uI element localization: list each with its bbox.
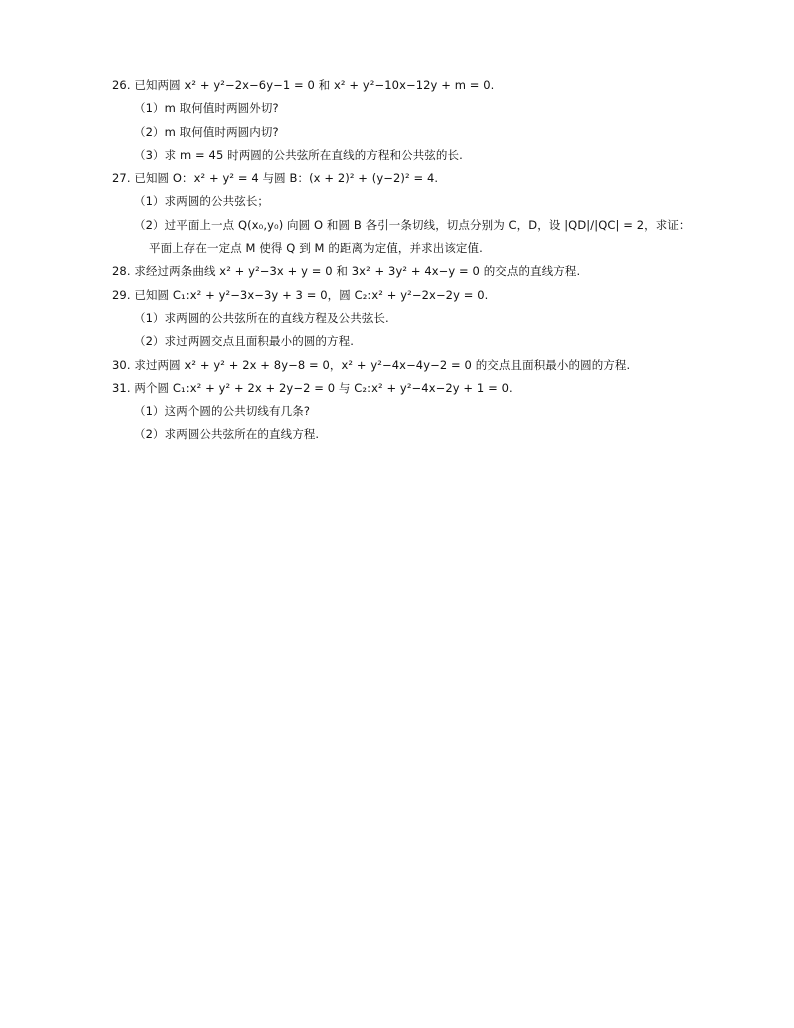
question-26: 26. 已知两圆 x² + y²−2x−6y−1 = 0 和 x² + y²−10x−12y + m = 0. [112,78,495,92]
question-26-part-2: （2）m 取何值时两圆内切? [134,124,279,139]
question-27-part-1: （1）求两圆的公共弦长； [134,194,270,209]
question-30: 30. 求过两圆 x² + y² + 2x + 8y−8 = 0，x² + y²−4x−4y−2 = 0 的交点且面积最小的圆的方程. [112,357,631,372]
question-27-part-2-continued: 平面上存在一定点 M 使得 Q 到 M 的距离为定值，并求出该定值. [149,241,483,256]
question-26-part-1: （1）m 取何值时两圆外切? [134,101,279,116]
question-31-part-2: （2）求两圆公共弦所在的直线方程. [134,427,320,442]
question-31-part-1: （1）这两个圆的公共切线有几条? [134,404,311,419]
question-31: 31. 两个圆 C₁:x² + y² + 2x + 2y−2 = 0 与 C₂:x² + y²−4x−2y + 1 = 0. [112,380,513,395]
exercise-list [112,74,712,447]
question-29: 29. 已知圆 C₁:x² + y²−3x−3y + 3 = 0，圆 C₂:x² + y²−2x−2y = 0. [112,287,489,302]
question-26-part-3: （3）求 m = 45 时两圆的公共弦所在直线的方程和公共弦的长. [134,147,463,162]
question-29-part-2: （2）求过两圆交点且面积最小的圆的方程. [134,334,354,349]
question-28: 28. 求经过两条曲线 x² + y²−3x + y = 0 和 3x² + 3y² + 4x−y = 0 的交点的直线方程. [112,264,581,279]
question-27: 27. 已知圆 O：x² + y² = 4 与圆 B：(x + 2)² + (y−2)² = 4. [112,171,439,186]
question-27-part-2: （2）过平面上一点 Q(x₀,y₀) 向圆 O 和圆 B 各引一条切线，切点分别为 C，D，设 |QD|/|QC| = 2，求证： [134,217,691,232]
question-29-part-1: （1）求两圆的公共弦所在的直线方程及公共弦长. [134,310,389,325]
